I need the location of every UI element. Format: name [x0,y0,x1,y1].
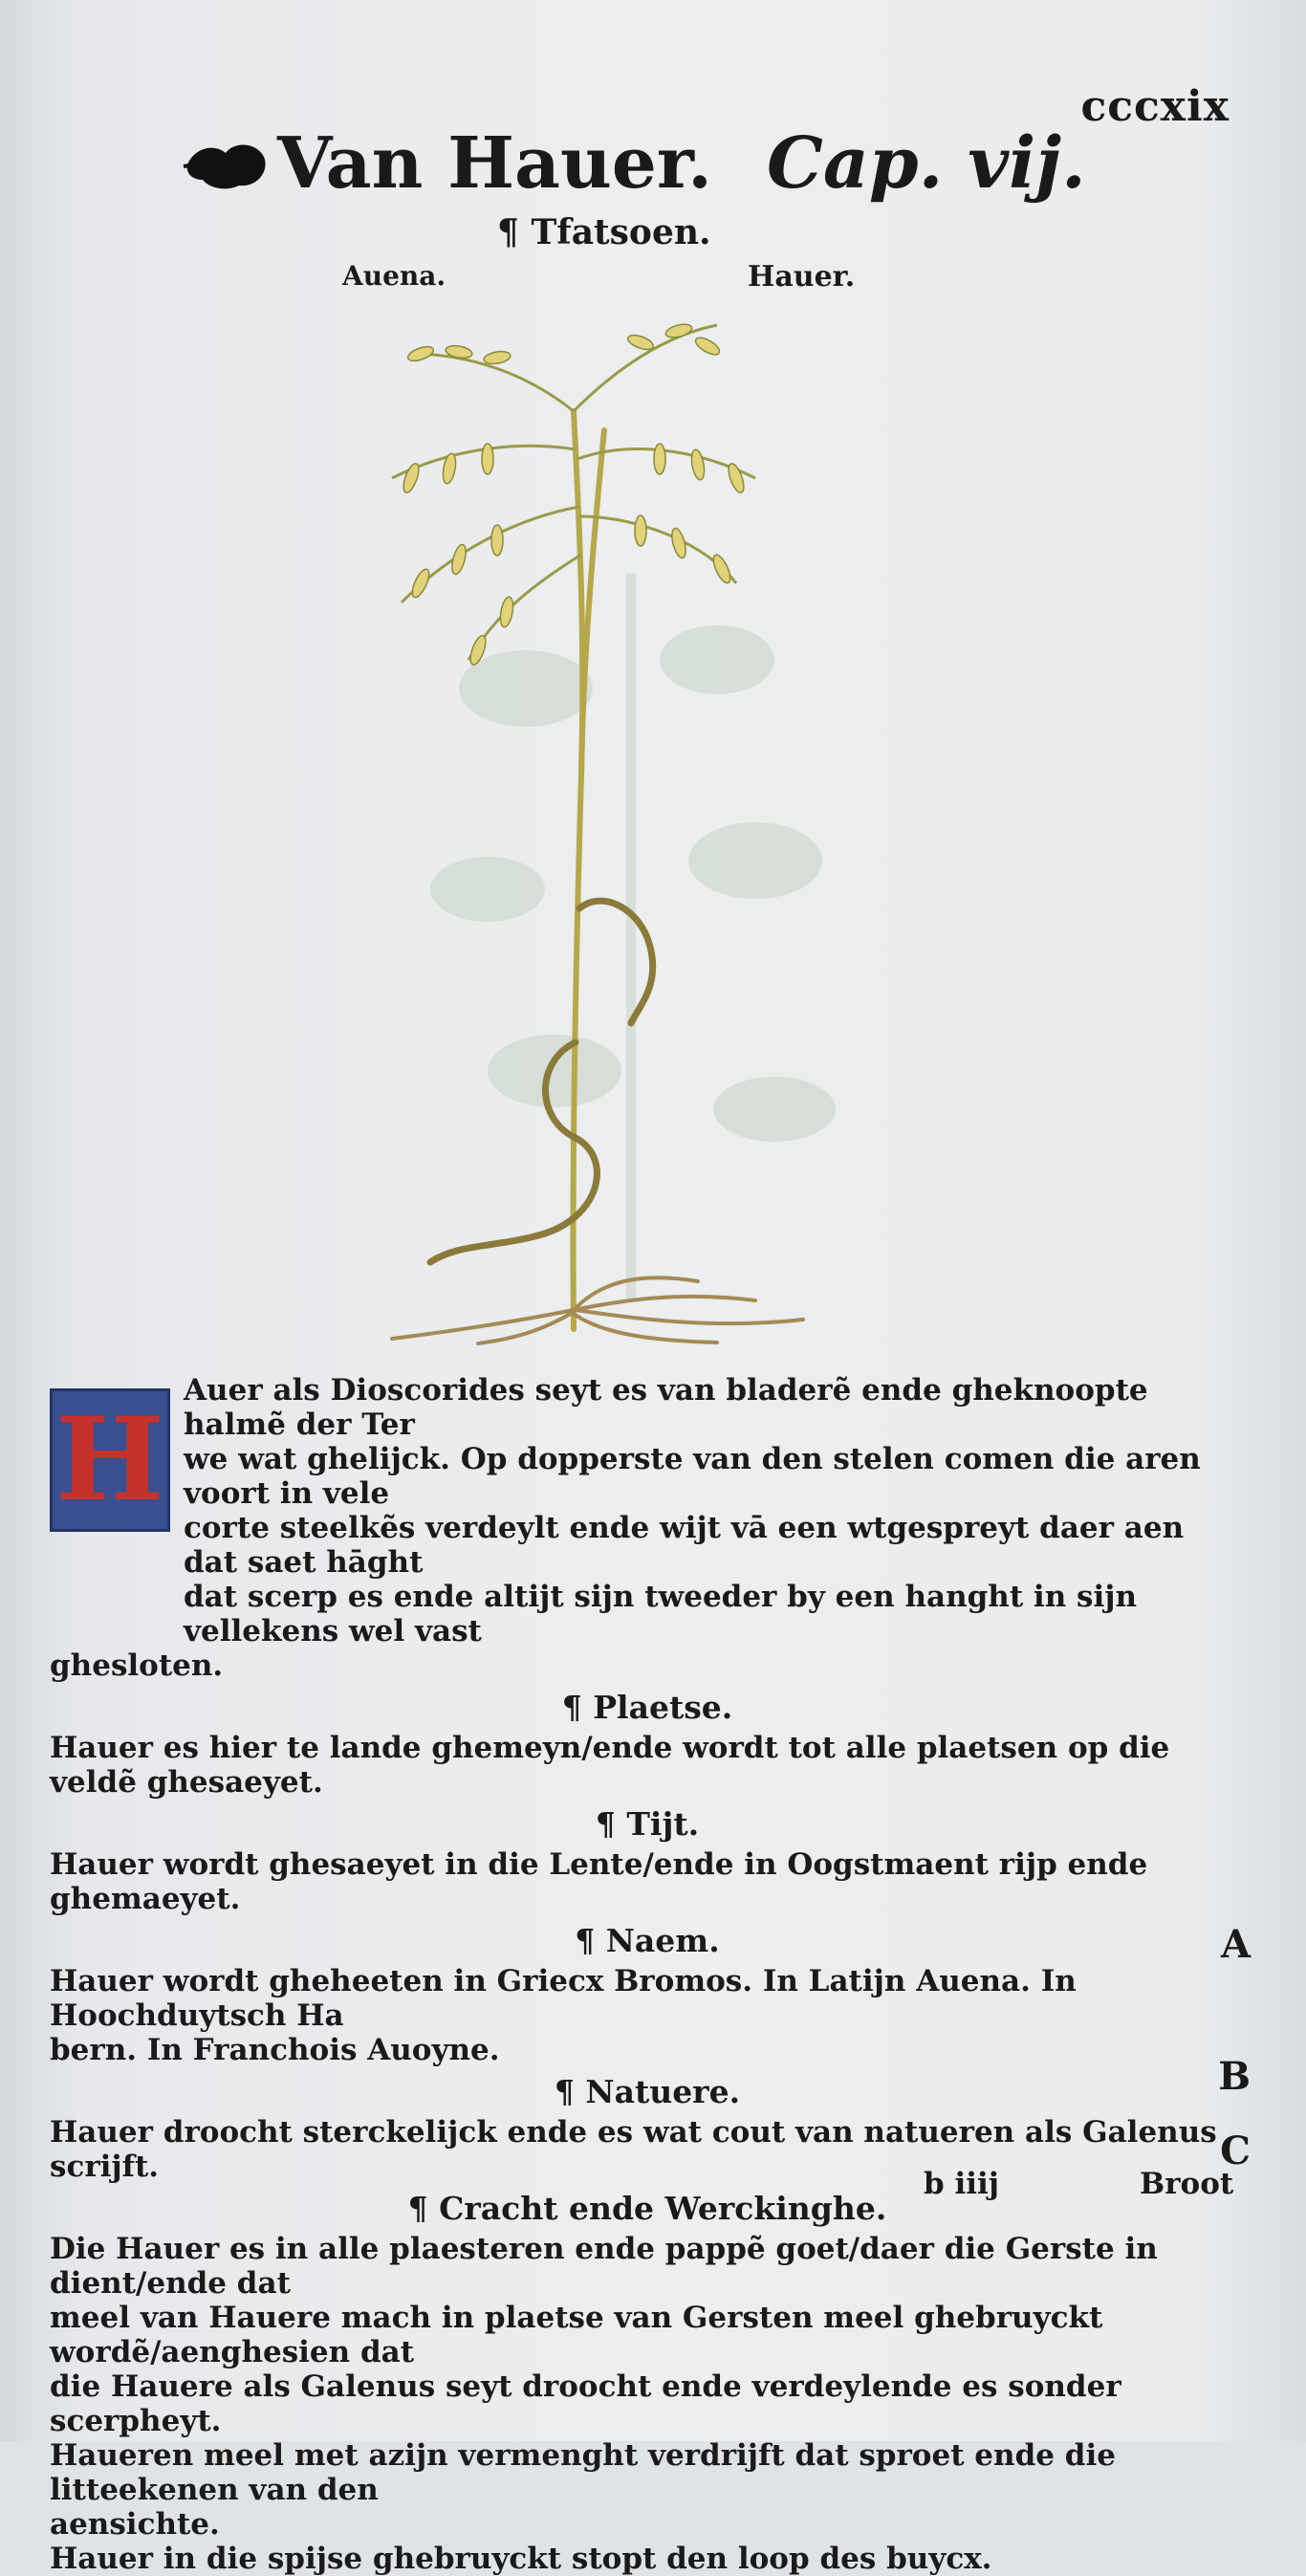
margin-letter-b: B [1218,2054,1251,2099]
intro-line: dat scerp es ende altijt sijn tweeder by een hanght in sijn vellekens wel vast [184,1580,1138,1648]
section-line: Hauer es hier te lande ghemeyn/ende wordt tot alle plaetsen op die veldẽ ghesaeyet. [50,1731,1170,1800]
intro-line: we wat ghelijck. Op dopperste van den stelen comen die aren voort in vele [184,1442,1201,1511]
section-line: Hauer in die spijse ghebruyckt stopt den loop des buycx. [50,2542,992,2576]
oat-plant-woodcut [354,296,851,1348]
intro-line: Auer als Dioscorides seyt es van bladerẽ ende gheknoopte halmẽ der Ter [184,1373,1148,1442]
section-line: die Hauere als Galenus seyt droocht ende verdeylende es sonder scerpheyt. [50,2369,1121,2438]
section-heading-tijt: ¶ Tijt. [595,1805,700,1843]
section-line: Haueren meel met azijn vermenght verdrijft dat sproet ende die litteekenen van den [50,2438,1116,2507]
section-line: Die Hauer es in alle plaesteren ende pappẽ goet/daer die Gerste in dient/ende dat [50,2232,1158,2301]
body-text [50,1373,1245,2576]
section-line: Hauer droocht sterckelijck ende es wat cout van natueren als Galenus scrijft. [50,2115,1217,2184]
section-line: bern. In Franchois Auoyne. [50,2033,500,2067]
section-heading-natuere: ¶ Natuere. [554,2073,741,2110]
section-heading-cracht: ¶ Cracht ende Werckinghe. [407,2190,887,2227]
drop-cap-letter: H [55,1392,164,1527]
section-heading-fatsoen: ¶ Tfatsoen. [497,212,711,252]
plant-label-dutch: Hauer. [748,260,856,294]
section-heading-plaetse: ¶ Plaetse. [561,1689,733,1726]
section-heading-naem: ¶ Naem. [575,1922,720,1959]
section-line: aensichte. [50,2507,220,2542]
intro-line: corte steelkẽs verdeylt ende wijt vā een wtgespreyt daer aen dat saet hāght [184,1511,1185,1580]
margin-letter-c: C [1220,2128,1251,2173]
section-line: meel van Hauere mach in plaetse van Gersten meel ghebruyckt wordẽ/aenghesien dat [50,2301,1103,2369]
leaf-fleuron-icon [182,136,270,193]
section-line: Hauer wordt gheheeten in Griecx Bromos. In Latijn Auena. In Hoochduytsch Ha [50,1964,1077,2033]
intro-line: ghesloten. [50,1648,224,1683]
chapter-header [182,122,1128,208]
chapter-number: Cap. vij. [767,122,1086,205]
folio-number: cccxix [1080,82,1230,131]
signature-mark: b iiij [924,2167,1000,2201]
chapter-title: Van Hauer. [277,122,712,205]
margin-letter-a: A [1220,1922,1251,1967]
section-line: Hauer wordt ghesaeyet in die Lente/ende in Oogstmaent rijp ende ghemaeyet. [50,1847,1148,1916]
catchword: Broot [1140,2167,1234,2201]
plant-label-latin: Auena. [342,260,446,292]
